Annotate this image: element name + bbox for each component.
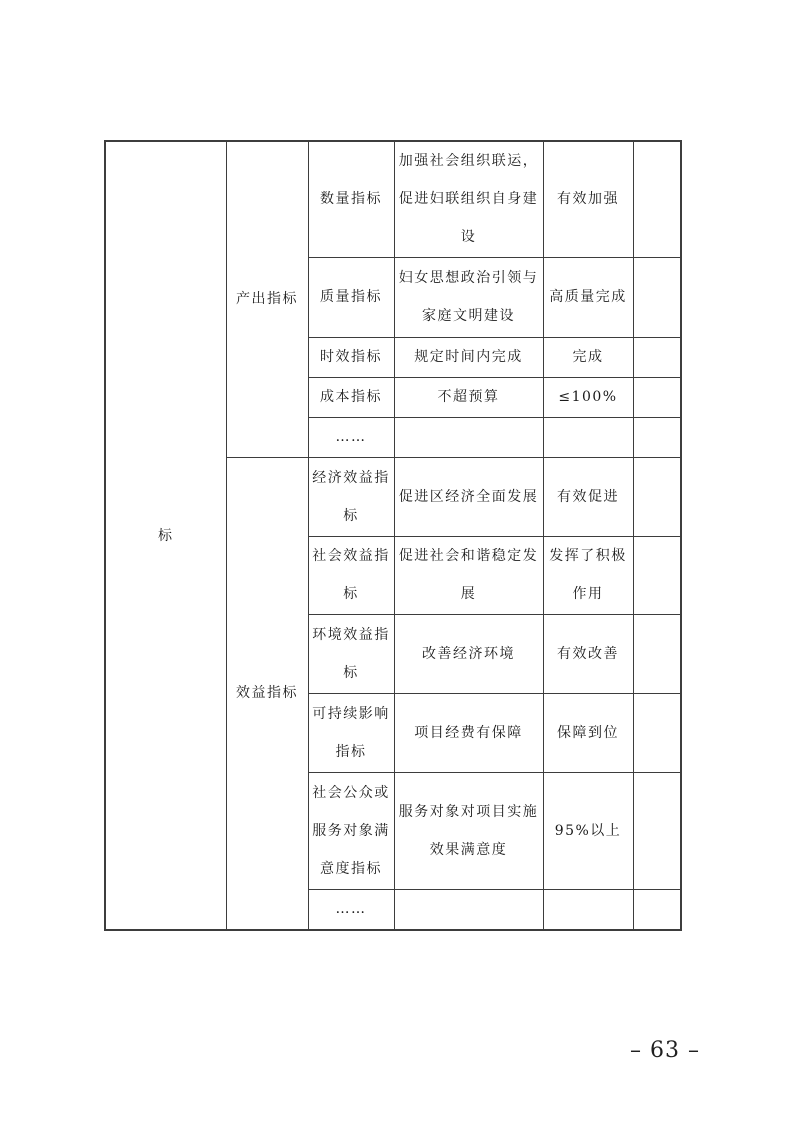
indicator-value-cell bbox=[543, 417, 633, 457]
indicator-description-cell: 改善经济环境 bbox=[394, 614, 543, 693]
indicator-value-cell: 有效促进 bbox=[543, 457, 633, 536]
indicator-type-cell: 经济效益指标 bbox=[308, 457, 394, 536]
indicator-note-cell bbox=[633, 377, 681, 417]
indicator-type-cell: 数量指标 bbox=[308, 141, 394, 257]
indicator-description-cell bbox=[394, 889, 543, 930]
indicator-value-cell: 保障到位 bbox=[543, 693, 633, 772]
indicator-type-cell: …… bbox=[308, 889, 394, 930]
indicator-type-cell: 社会公众或服务对象满意度指标 bbox=[308, 772, 394, 889]
indicator-note-cell bbox=[633, 536, 681, 614]
indicator-value-cell: 完成 bbox=[543, 337, 633, 377]
indicator-note-cell bbox=[633, 614, 681, 693]
indicator-note-cell bbox=[633, 457, 681, 536]
indicator-description-cell bbox=[394, 417, 543, 457]
indicator-type-cell: 社会效益指标 bbox=[308, 536, 394, 614]
indicator-description-cell: 服务对象对项目实施效果满意度 bbox=[394, 772, 543, 889]
indicator-value-cell bbox=[543, 889, 633, 930]
indicator-description-cell: 不超预算 bbox=[394, 377, 543, 417]
indicator-type-cell: …… bbox=[308, 417, 394, 457]
indicator-description-cell: 促进区经济全面发展 bbox=[394, 457, 543, 536]
indicator-value-cell: 有效加强 bbox=[543, 141, 633, 257]
group-label-benefit: 效益指标 bbox=[226, 457, 308, 930]
table-row bbox=[105, 141, 681, 257]
indicator-description-cell: 促进社会和谐稳定发展 bbox=[394, 536, 543, 614]
indicator-note-cell bbox=[633, 772, 681, 889]
indicator-type-cell: 环境效益指标 bbox=[308, 614, 394, 693]
indicator-type-cell: 可持续影响指标 bbox=[308, 693, 394, 772]
indicator-value-cell: 95%以上 bbox=[543, 772, 633, 889]
indicator-value-cell: 高质量完成 bbox=[543, 257, 633, 337]
indicator-note-cell bbox=[633, 693, 681, 772]
indicator-description-cell: 妇女思想政治引领与家庭文明建设 bbox=[394, 257, 543, 337]
indicator-note-cell bbox=[633, 141, 681, 257]
indicator-value-cell: 有效改善 bbox=[543, 614, 633, 693]
indicator-description-cell: 加强社会组织联运，促进妇联组织自身建设 bbox=[394, 141, 543, 257]
indicator-type-cell: 质量指标 bbox=[308, 257, 394, 337]
page-number: – 63 – bbox=[630, 1038, 700, 1063]
performance-indicator-table bbox=[104, 140, 682, 931]
indicator-description-cell: 规定时间内完成 bbox=[394, 337, 543, 377]
indicator-note-cell bbox=[633, 337, 681, 377]
indicator-value-cell: 发挥了积极作用 bbox=[543, 536, 633, 614]
group-label-output: 产出指标 bbox=[226, 141, 308, 457]
indicator-type-cell: 成本指标 bbox=[308, 377, 394, 417]
indicator-note-cell bbox=[633, 257, 681, 337]
indicator-value-cell: ≤100% bbox=[543, 377, 633, 417]
indicator-note-cell bbox=[633, 417, 681, 457]
indicator-type-cell: 时效指标 bbox=[308, 337, 394, 377]
indicator-note-cell bbox=[633, 889, 681, 930]
stub-cell: 标 bbox=[105, 141, 226, 930]
indicator-description-cell: 项目经费有保障 bbox=[394, 693, 543, 772]
